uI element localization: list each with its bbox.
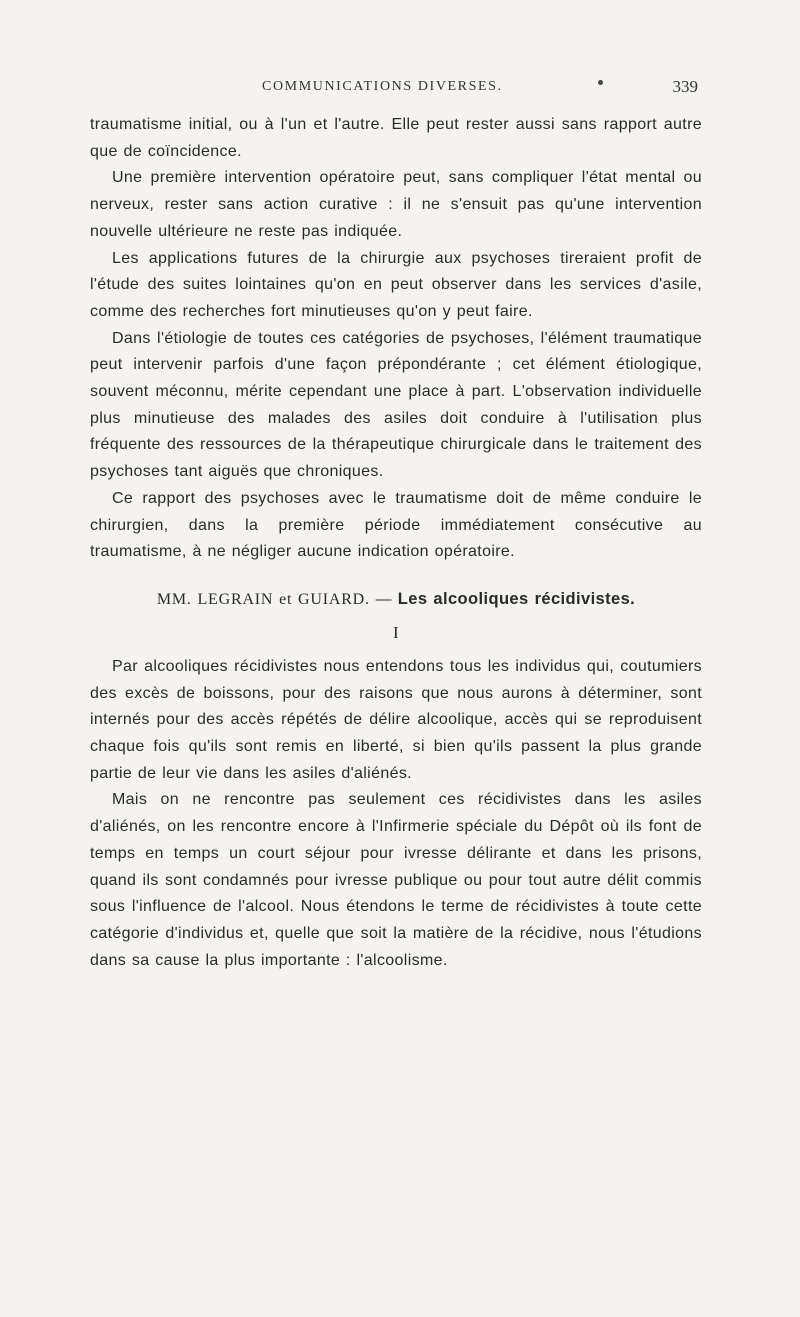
- article-title: Les alcooliques récidivistes.: [397, 589, 636, 608]
- paragraph: Ce rapport des psychoses avec le traumatisme doit de même conduire le chirurgien, dans la première période immédiatement consécutive au traumatisme, à ne négliger aucune indication opératoire.: [90, 489, 702, 561]
- ink-speck: [598, 80, 603, 85]
- body-text: [90, 112, 702, 974]
- section-numeral: I: [392, 622, 399, 642]
- book-page: [90, 0, 702, 1317]
- running-title: COMMUNICATIONS DIVERSES.: [262, 79, 503, 94]
- heading-separator: —: [369, 590, 398, 608]
- paragraph: Une première intervention opératoire peut, sans compliquer l'état mental ou nerveux, rester sans action curative : il ne s'ensuit pas qu'une intervention nouvelle ultérieure ne reste pas indiquée.: [90, 169, 702, 240]
- paragraph: Dans l'étiologie de toutes ces catégories de psychoses, l'élément traumatique peut intervenir parfois d'une façon prépondérante ; cet élément étiologique, souvent méconnu, mérite cependant une place à part. L'observation individuelle plus minutieuse des malades des asiles doit conduire à l'utilisation plus fréquente des ressources de la thérapeutique chirurgicale dans le traitement des psychoses tant aiguës que chroniques.: [90, 329, 702, 481]
- article-authors: MM. LEGRAIN et GUIARD.: [156, 590, 370, 608]
- running-header: [90, 79, 702, 103]
- page-number: 339: [672, 77, 698, 96]
- paragraph-continuation: traumatisme initial, ou à l'un et l'autre. Elle peut rester aussi sans rapport autre que de coïncidence.: [90, 116, 702, 160]
- paragraph: Par alcooliques récidivistes nous entendons tous les individus qui, coutumiers des excès de boissons, pour des raisons que nous aurons à déterminer, sont internés pour des accès répétés de délire alcoolique, accès qui se reproduisent chaque fois qu'ils sont remis en liberté, si bien qu'ils passent la plus grande partie de leur vie dans les asiles d'aliénés.: [90, 657, 702, 782]
- article-heading: [90, 584, 702, 614]
- paragraph: Mais on ne rencontre pas seulement ces récidivistes dans les asiles d'aliénés, on les rencontre encore à l'Infirmerie spéciale du Dépôt où ils font de temps en temps un court séjour pour ivresse délirante et dans les prisons, quand ils sont condamnés pour ivresse publique ou pour tout autre délit commis sous l'influence de l'alcool. Nous étendons le terme de récidivistes à toute cette catégorie d'individus et, quelle que soit la matière de la récidive, nous l'étudions dans sa cause la plus importante : l'alcoolisme.: [90, 791, 702, 969]
- paragraph: Les applications futures de la chirurgie aux psychoses tireraient profit de l'étude des suites lointaines qu'on en peut observer dans les services d'asile, comme des recherches fort minutieuses qu'on y peut faire.: [90, 249, 702, 320]
